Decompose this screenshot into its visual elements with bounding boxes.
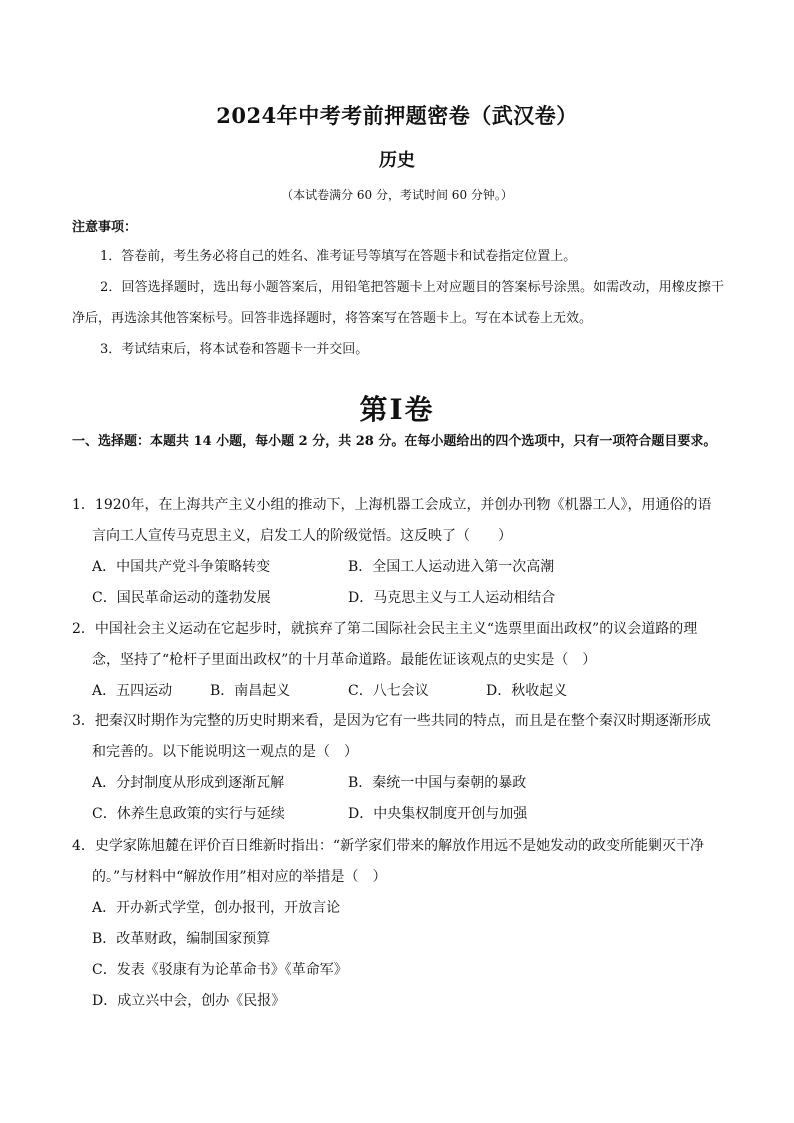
subject-title: 历史 [379,150,415,171]
option-b: B．改革财政，编制国家预算 [92,931,271,947]
option-d: D．秋收起义 [486,683,568,699]
question-2 [72,614,724,707]
section-instructions: 一、选择题：本题共 14 小题，每小题 2 分，共 28 分。在每小题给出的四个选项中，只有一项符合题目要求。 [72,434,717,449]
question-stem: 3．把秦汉时期作为完整的历史时期来看，是因为它有一些共同的特点，而且是在整个秦汉时期逐渐形成和完善的。以下能说明这一观点的是（ ） [72,713,711,760]
notice-item-1: 1．答卷前，考生务必将自己的姓名、准考证号等填写在答题卡和试卷指定位置上。 [100,249,577,264]
notice-item-3: 3．考试结束后，将本试卷和答题卡一并交回。 [100,342,369,357]
option-c: C．休养生息政策的实行与延续 [92,806,285,822]
option-row [92,552,724,583]
option-d: D．马克思主义与工人运动相结合 [348,590,556,606]
option-d: D．成立兴中会，创办《民报》 [92,993,286,1009]
option-a: A．中国共产党斗争策略转变 [92,559,271,575]
option-d: D．中央集权制度开创与加强 [348,806,528,822]
option-b: B．秦统一中国与秦朝的暴政 [348,775,527,791]
option-c: C．发表《驳康有为论革命书》《革命军》 [92,962,348,978]
option-row [92,799,724,830]
question-stem: 4．史学家陈旭麓在评价百日维新时指出：“新学家们带来的解放作用远不是她发动的政变所能剿灭干净的。”与材料中“解放作用”相对应的举措是（ ） [72,838,705,885]
option-b: B．全国工人运动进入第一次高潮 [348,559,555,575]
option-a: A．五四运动 [92,683,173,699]
option-row [92,676,724,707]
notice-heading: 注意事项： [72,220,138,235]
score-time-note: （本试卷满分 60 分，考试时间 60 分钟。） [281,188,513,202]
question-4 [72,831,724,1017]
option-b: B．南昌起义 [210,683,291,699]
question-1 [72,490,724,614]
option-row [92,583,724,614]
notice-item-2: 2．回答选择题时，选出每小题答案后，用铅笔把答题卡上对应题目的答案标号涂黑。如需改动，用橡皮擦干净后，再选涂其他答案标号。回答非选择题时，将答案写在答题卡上。写在本试卷上无效。 [72,280,724,326]
option-a: A．开办新式学堂，创办报刊，开放言论 [92,900,341,916]
option-row [92,768,724,799]
section-title: 第Ⅰ卷 [359,393,435,426]
option-a: A．分封制度从形成到逐渐瓦解 [92,775,285,791]
option-c: C．国民革命运动的蓬勃发展 [92,590,271,606]
question-stem: 1．1920年，在上海共产主义小组的推动下，上海机器工会成立，并创办刊物《机器工人》，用通俗的语言向工人宣传马克思主义，启发工人的阶级觉悟。这反映了（ ） [72,497,712,544]
question-3 [72,706,724,830]
exam-title: 2024年中考考前押题密卷（武汉卷） [216,103,578,128]
question-stem: 2．中国社会主义运动在它起步时，就摈弃了第二国际社会民主主义“选票里面出政权”的议会道路的理念，坚持了“枪杆子里面出政权”的十月革命道路。最能佐证该观点的史实是（ ） [72,621,698,668]
option-c: C．八七会议 [348,683,429,699]
